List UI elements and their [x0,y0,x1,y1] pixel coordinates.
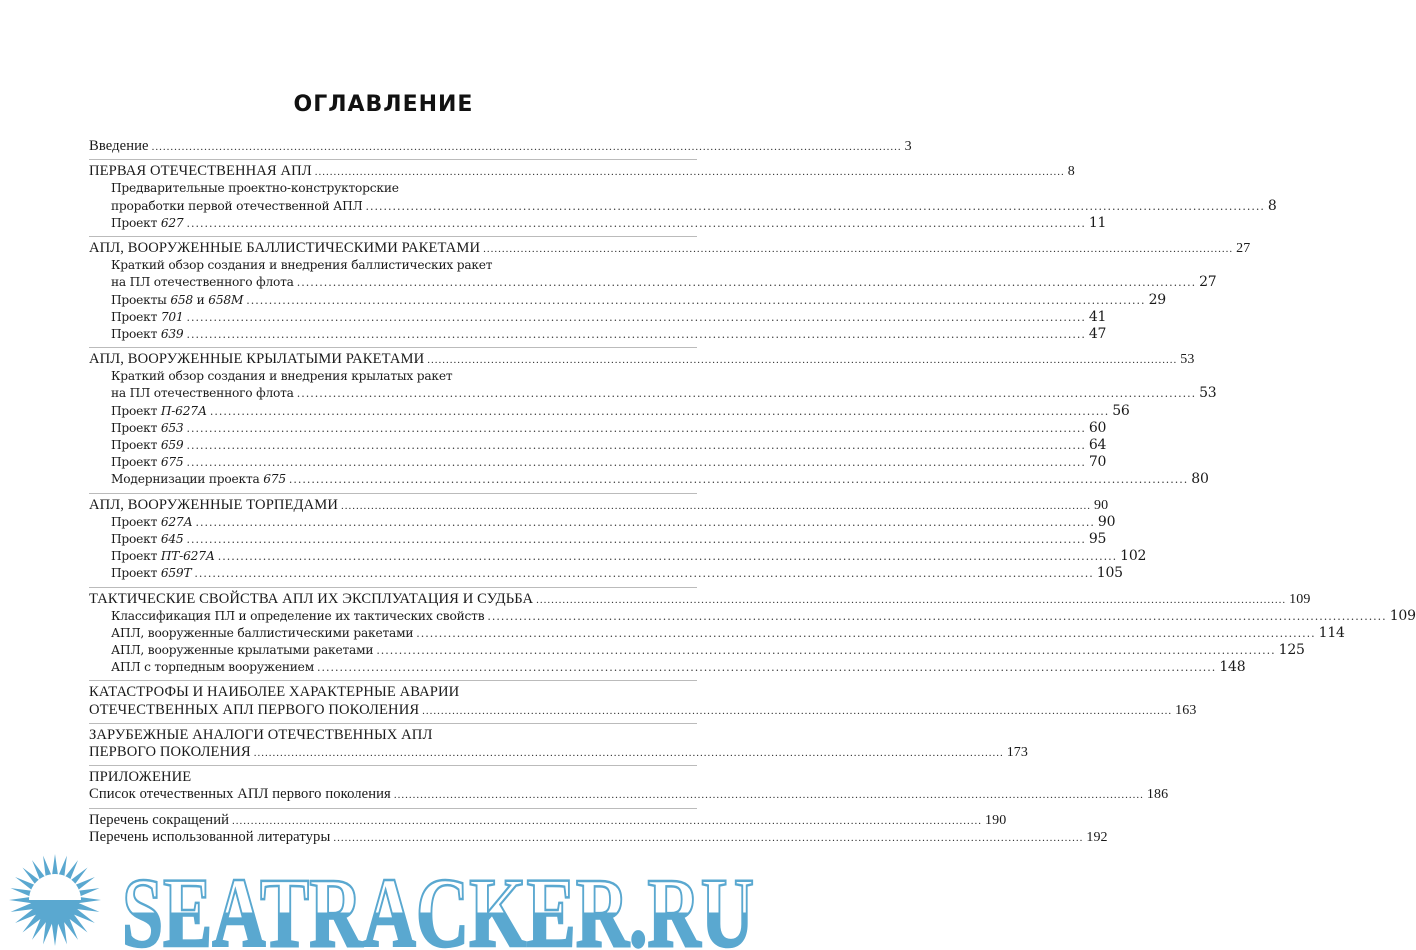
entry-text: Проект [111,420,161,435]
entry-title [89,591,533,608]
dot-leader [232,813,982,830]
page-number: 173 [1006,745,1029,760]
dot-leader [289,471,1188,488]
entry-title [89,812,229,829]
dot-leader [187,420,1086,437]
entry-text: АПЛ с торпедным вооружением [111,660,314,675]
entry-text: Проект [111,403,161,418]
page-number: 186 [1146,787,1169,803]
page-number: 70 [1088,454,1107,471]
watermark-logo [0,842,767,950]
toc-entry[interactable] [89,197,1277,215]
entry-title [89,138,149,155]
page-number: 163 [1175,702,1197,718]
entry-title [111,642,373,659]
project-number: 659Т [160,566,192,581]
toc-entry-line [89,769,697,786]
toc-section [89,587,1416,681]
page-number: 41 [1088,308,1107,325]
watermark-text: SEATRACKER.RU [122,857,754,950]
entry-title [111,531,184,548]
page-number: 64 [1088,437,1107,453]
entry-title [111,471,286,488]
toc-section [89,723,1029,765]
sun-icon [9,854,101,946]
entry-text: АПЛ, ВООРУЖЕННЫЕ БАЛЛИСТИЧЕСКИМИ РАКЕТАМИ [89,239,481,256]
page-number: 192 [1086,829,1108,845]
toc-entry[interactable] [89,325,1107,343]
entry-text: Проекты [111,292,171,307]
dot-leader [376,642,1275,659]
entry-title [111,548,215,565]
project-number: 701 [160,309,184,324]
entry-text: на ПЛ отечественного флота [111,275,294,290]
dot-leader [422,703,1172,720]
entry-title [111,403,207,420]
toc-entry[interactable] [89,786,1169,803]
entry-text: ПЕРВАЯ ОТЕЧЕСТВЕННАЯ АПЛ [89,163,312,180]
toc-entry[interactable] [89,214,1107,232]
toc-entry[interactable] [89,513,1116,531]
page-number: 27 [1199,274,1217,291]
entry-title [89,163,312,180]
entry-title: КАТАСТРОФЫ И НАИБОЛЕЕ ХАРАКТЕРНЫЕ АВАРИИ [89,684,460,701]
dot-leader [536,592,1286,609]
toc-section [89,236,1251,347]
page-number: 90 [1093,497,1109,513]
entry-text: на ПЛ отечественного флота [111,386,294,401]
page-title: ОГЛАВЛЕНИЕ [293,92,474,117]
toc-entry[interactable] [89,454,1107,471]
toc-section [89,765,1169,807]
page-number: 125 [1278,642,1305,659]
entry-title [89,702,419,719]
dot-leader [297,274,1196,291]
toc-entry[interactable] [89,744,1029,761]
entry-text: Перечень сокращений [89,811,230,828]
dot-leader [194,565,1093,582]
toc-entry[interactable] [89,565,1123,582]
toc-entry[interactable] [89,437,1107,454]
entry-title [111,385,294,402]
project-number: 639 [160,326,184,341]
entry-title [111,326,184,343]
toc-entry[interactable] [89,496,1109,514]
toc-entry[interactable] [89,590,1311,608]
dot-leader [341,498,1091,515]
dot-leader [187,454,1086,471]
entry-title [111,420,184,437]
toc-section [89,680,1197,722]
project-number: 645 [160,531,184,546]
toc-entry[interactable] [89,291,1166,309]
toc-entry[interactable] [89,163,1075,180]
toc-entry[interactable] [89,659,1246,676]
toc-entry[interactable] [89,811,1007,829]
project-number: 658 [170,292,193,307]
entry-title [111,659,314,676]
page-number: 56 [1112,402,1130,419]
toc-entry[interactable] [89,385,1217,402]
entry-title: ПРИЛОЖЕНИЕ [89,769,192,786]
entry-text: проработки первой отечественной АПЛ [111,198,363,213]
page-number: 3 [904,139,912,154]
dot-leader [254,745,1004,762]
toc-entry[interactable] [89,471,1209,488]
entry-text: Проект [111,531,161,546]
page-number: 8 [1067,164,1075,180]
project-number: 675 [160,455,184,470]
toc-entry[interactable] [89,138,912,155]
entry-text: АПЛ, ВООРУЖЕННЫЕ КРЫЛАТЫМИ РАКЕТАМИ [89,351,425,368]
page-number: 109 [1289,591,1311,607]
entry-title [89,497,338,514]
toc-entry[interactable] [89,308,1107,326]
entry-text: Перечень использованной литературы [89,828,331,845]
dot-leader [152,139,902,156]
page-number: 80 [1191,471,1209,488]
page-number: 105 [1096,565,1123,582]
toc-entry[interactable] [89,402,1130,420]
entry-text: Проект [111,309,161,324]
entry-title [89,351,424,368]
toc-entry[interactable] [89,624,1345,642]
toc-entry[interactable] [89,351,1195,368]
page-number: 190 [985,812,1007,828]
page-number: 109 [1389,607,1416,624]
toc-entry[interactable] [89,274,1217,291]
page-number: 148 [1219,659,1246,676]
toc-entry-line [89,180,697,197]
entry-title [111,274,294,291]
toc-entry[interactable] [89,239,1251,257]
entry-text: Проект [111,549,161,564]
entry-title [111,608,484,625]
toc-section [89,493,1147,587]
dot-leader [187,326,1086,343]
entry-text: Проект [111,566,161,581]
entry-text: Проект [111,215,161,230]
dot-leader [317,659,1216,676]
page-number: 102 [1120,548,1147,565]
dot-leader [315,164,1065,181]
dot-leader [487,608,1386,625]
entry-text: Проект [111,326,161,341]
entry-title [89,786,391,803]
dot-leader [366,198,1265,215]
page-number: 53 [1180,352,1195,368]
entry-title [111,198,363,215]
entry-text: ТАКТИЧЕСКИЕ СВОЙСТВА АПЛ ИХ ЭКСПЛУАТАЦИЯ И СУДЬБА [89,590,534,607]
toc-entry[interactable] [89,548,1147,565]
toc-entry[interactable] [89,607,1416,625]
entry-title [111,215,184,232]
entry-title: Предварительные проектно-конструкторские [111,181,399,196]
table-of-contents [89,135,1416,850]
entry-text: Проект [111,455,161,470]
project-number: 659 [160,438,184,452]
entry-title: ЗАРУБЕЖНЫЕ АНАЛОГИ ОТЕЧЕСТВЕННЫХ АПЛ [89,726,433,743]
entry-text: и [193,292,209,307]
toc-entry-line [89,727,697,744]
page-number: 90 [1097,513,1116,530]
dot-leader [246,292,1145,309]
entry-title: Краткий обзор создания и внедрения баллистических ракет [111,258,493,273]
entry-title [111,625,413,642]
dot-leader [187,437,1086,454]
page-number: 11 [1088,214,1107,231]
dot-leader [187,215,1086,232]
dot-leader [210,403,1109,420]
project-number: 675 [263,472,286,487]
entry-title [111,437,184,454]
page-number: 47 [1088,325,1107,342]
entry-title [111,565,191,582]
dot-leader [416,625,1315,642]
entry-text: Список отечественных АПЛ первого поколения [89,786,391,803]
entry-title [111,514,193,531]
dot-leader [297,385,1196,402]
toc-entry[interactable] [89,530,1107,548]
toc-entry-line [89,368,697,385]
dot-leader [187,309,1086,326]
page-number: 60 [1088,419,1107,436]
entry-text: Модернизации проекта [111,472,264,487]
dot-leader [394,787,1144,804]
toc-section [89,135,912,159]
toc-entry[interactable] [89,419,1107,437]
dot-leader [196,514,1095,531]
entry-text: АПЛ, вооруженные крылатыми ракетами [111,643,374,658]
project-number: 653 [160,420,184,435]
toc-entry[interactable] [89,701,1197,719]
page-number: 95 [1088,530,1107,547]
project-number: П-627А [160,403,207,418]
page-number: 114 [1318,624,1345,641]
entry-text: Классификация ПЛ и определение их тактических свойств [111,608,485,623]
entry-text: ОТЕЧЕСТВЕННЫХ АПЛ ПЕРВОГО ПОКОЛЕНИЯ [89,701,420,718]
page-number: 53 [1199,385,1217,402]
entry-title [89,240,480,257]
entry-title: Краткий обзор создания и внедрения крылатых ракет [111,369,453,384]
toc-entry[interactable] [89,642,1305,659]
toc-entry-line [89,257,697,274]
entry-text: Введение [89,138,149,154]
entry-text: АПЛ, вооруженные баллистическими ракетами [111,625,414,640]
dot-leader [218,548,1117,565]
entry-text: Проект [111,514,161,529]
project-number: ПТ-627А [160,549,215,564]
page-number: 29 [1148,291,1166,308]
entry-title [89,744,251,761]
entry-text: ПЕРВОГО ПОКОЛЕНИЯ [89,744,251,760]
entry-text: АПЛ, ВООРУЖЕННЫЕ ТОРПЕДАМИ [89,496,338,513]
dot-leader [427,352,1177,369]
project-number: 627 [160,215,184,230]
entry-title [111,292,243,309]
page-number: 27 [1236,240,1251,256]
project-number: 627А [160,514,193,529]
dot-leader [483,241,1233,258]
toc-entry-line [89,684,697,701]
toc-section [89,347,1217,493]
entry-title [111,454,184,471]
dot-leader [187,531,1086,548]
entry-text: Проект [111,438,161,452]
toc-section [89,159,1277,236]
project-number: 658М [208,292,244,307]
entry-title [111,309,184,326]
page-number: 8 [1267,197,1277,214]
